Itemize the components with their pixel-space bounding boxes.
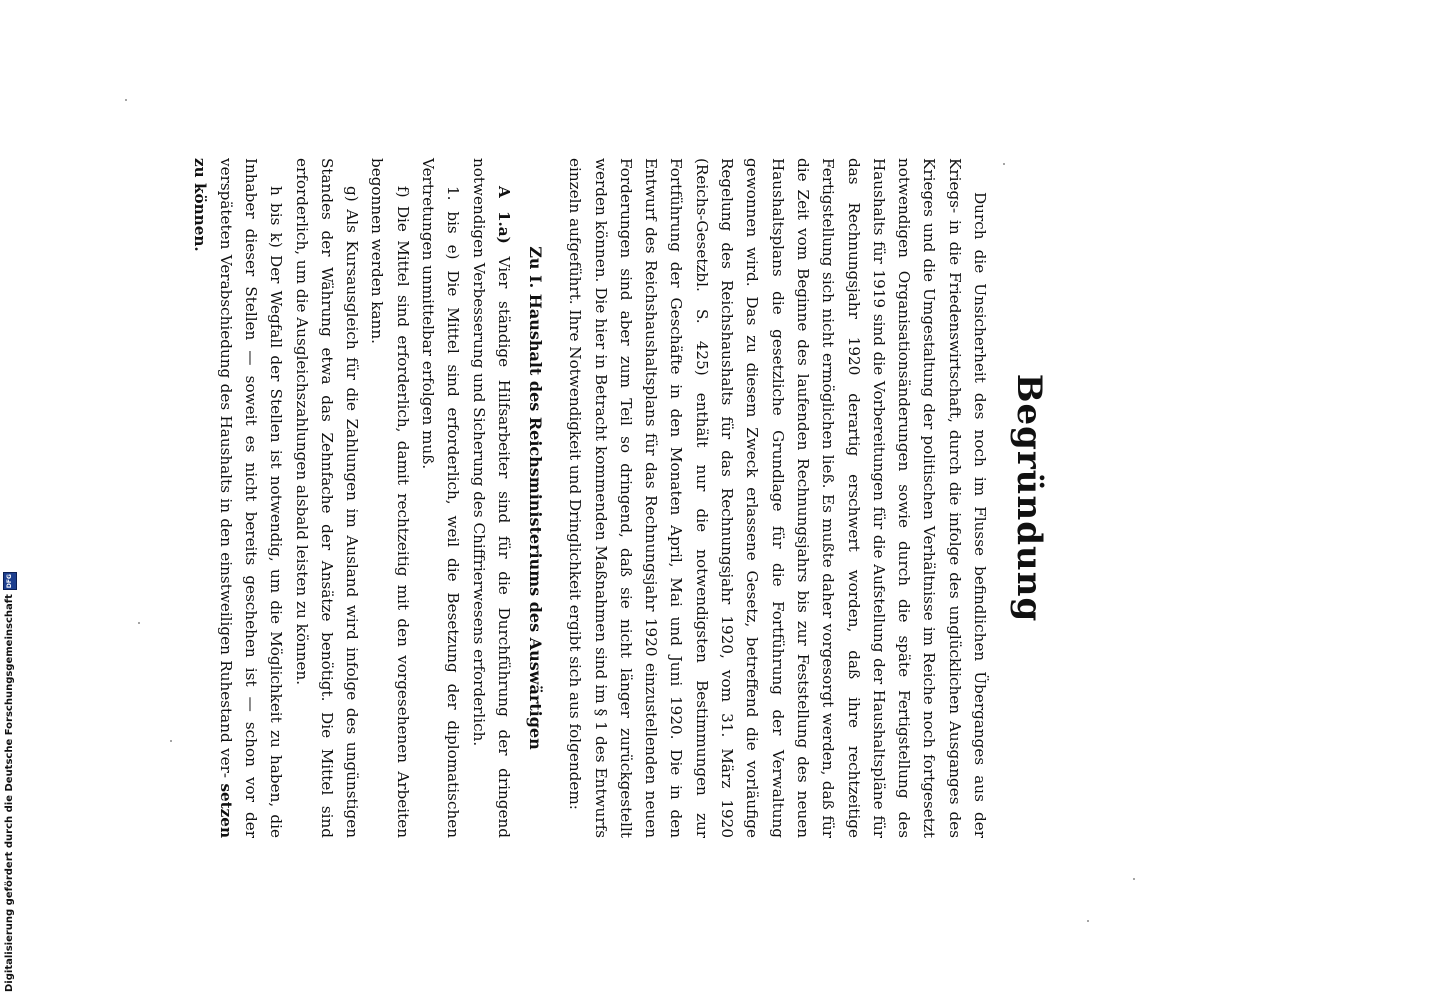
item-g [288, 158, 364, 838]
item-text: Die Mittel sind erforderlich, weil die Besetzung der diplomatischen Vertretungen unmittelbar erfolgen muß. [419, 158, 463, 838]
item-label: h bis k) [267, 186, 286, 248]
section-heading: Zu I. Haushalt des Reichsministeriums des Auswärtigen [525, 246, 545, 750]
item-f [364, 158, 415, 838]
document-body [178, 158, 1048, 838]
item-label: f) [393, 186, 412, 198]
scan-speck [125, 99, 127, 101]
scan-speck [170, 740, 172, 742]
dfg-logo-icon: DFG [3, 572, 17, 590]
item-text: Der Wegfall der Stellen ist notwendig, um die Möglichkeit zu haben, die Inhaber dieser Stellen — soweit es nicht bereits geschehen ist — schon vor der verspäteten Verabschiedung des Haushalts in den einstweiligen Ruhestand ver- [216, 158, 286, 838]
item-label: g) [343, 186, 362, 202]
item-label: 1. bis e) [444, 186, 463, 260]
item-a1a [465, 158, 516, 838]
item-text: Die Mittel sind erforderlich, damit rechtzeitig mit den vorgesehenen Arbeiten begonnen werden kann. [368, 158, 412, 838]
scan-speck [1003, 163, 1005, 165]
scan-speck [1133, 878, 1135, 880]
item-label: A 1.a) [494, 186, 513, 244]
credit-text: Digitalisierung gefördert durch die Deutsche Forschungsgemeinschaft [4, 594, 15, 992]
document-title: Begründung [1009, 373, 1049, 623]
item-h-k [187, 158, 288, 838]
digitization-credit [1, 0, 19, 1000]
intro-paragraph: Durch die Unsicherheit des noch im Flusse befindlichen Überganges aus der Kriegs- in die Friedenswirtschaft, durch die infolge des unglücklichen Ausganges des Krieges und die Umgestaltung der politischen Verhältnisse im Reiche noch fortgesetzt notwendigen Organisationsänderungen sowie durch die späte Fertigstellung des Haushalts für 1919 sind die Vorbereitungen für die Aufstellung der Haushaltspläne für das Rechnungsjahr 1920 derartig erschwert worden, daß ihre rechtzeitige Fertigstellung sich nicht ermöglichen ließ. Es mußte daher vorgesorgt werden, daß für die Zeit vom Beginne des laufenden Rechnungsjahrs bis zur Feststellung des neuen Haushaltsplans die gesetzliche Grundlage für die Fortführung der Verwaltung gewonnen wird. Das zu diesem Zweck erlassene Gesetz, betreffend die vorläufige Regelung des Reichshaushalts für das Rechnungsjahr 1920, vom 31. März 1920 (Reichs-Gesetzbl. S. 425) enthält nur die notwendigsten Bestimmungen zur Fortführung der Geschäfte in den Monaten April, Mai und Juni 1920. Die in den Entwurf des Reichshaushaltsplans für das Rechnungsjahr 1920 einzustellenden neuen Forderungen sind aber zum Teil so dringend, daß sie nicht länger zurückgestellt werden können. Die hier in Betracht kommenden Maßnahmen sind im § 1 des Entwurfs einzeln aufgeführt. Ihre Notwendigkeit und Dringlichkeit ergibt sich aus folgendem: [566, 158, 989, 838]
item-text: Vier ständige Hilfsarbeiter sind für die Durchführung der dringend notwendigen Verbesserung und Sicherung des Chiffrierwesens erforderlich. [469, 158, 513, 838]
item-text-end: setzen zu können. [191, 158, 235, 839]
item-b-e [415, 158, 466, 838]
scan-speck [138, 622, 140, 624]
scan-speck [1087, 920, 1089, 922]
item-text: Als Kursausgleich für die Zahlungen im Ausland wird infolge des ungünstigen Standes der Währung etwa das Zehnfache der Ansätze benötigt. Die Mittel sind erforderlich, um die Ausgleichszahlungen alsbald leisten zu können. [292, 158, 362, 839]
